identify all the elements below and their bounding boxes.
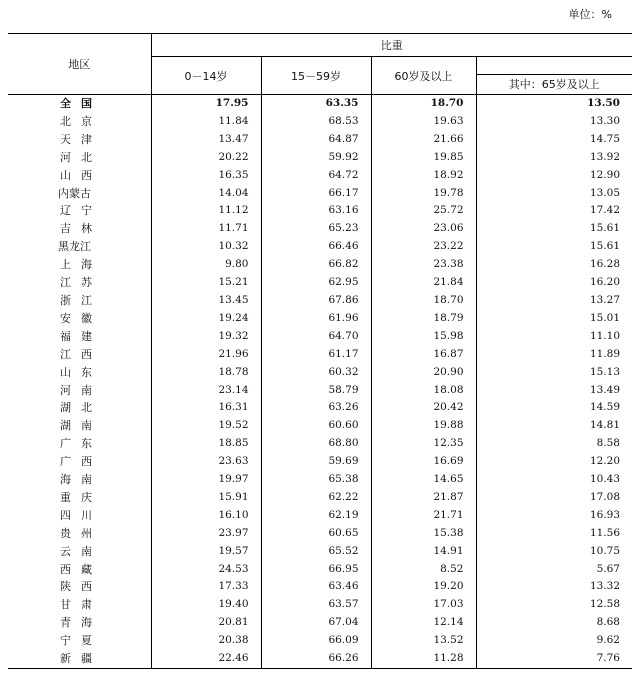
value-age-65-plus: 8.58 (476, 435, 632, 453)
value-age-15-59: 67.04 (261, 614, 371, 632)
value-age-65-plus: 15.13 (476, 364, 632, 382)
region-cell: 北京 (60, 114, 102, 128)
value-age-65-plus: 13.27 (476, 292, 632, 310)
value-age-0-14: 19.52 (151, 417, 261, 435)
value-age-60-plus: 14.65 (371, 471, 476, 489)
region-cell: 河南 (60, 383, 102, 397)
value-age-0-14: 16.31 (151, 399, 261, 417)
table-row (8, 238, 632, 256)
value-age-0-14: 18.78 (151, 364, 261, 382)
table-row (8, 614, 632, 632)
value-age-15-59: 62.19 (261, 507, 371, 525)
value-age-60-plus: 16.87 (371, 346, 476, 364)
value-age-65-plus: 14.59 (476, 399, 632, 417)
value-age-65-plus: 13.05 (476, 185, 632, 203)
value-age-15-59: 65.23 (261, 220, 371, 238)
table-row (8, 543, 632, 561)
value-age-15-59: 64.70 (261, 328, 371, 346)
value-age-65-plus: 15.01 (476, 310, 632, 328)
value-age-0-14: 23.63 (151, 453, 261, 471)
region-cell: 安徽 (60, 311, 102, 325)
value-age-15-59: 66.17 (261, 185, 371, 203)
value-age-0-14: 22.46 (151, 650, 261, 668)
value-age-15-59: 63.35 (261, 95, 371, 113)
value-age-65-plus: 13.49 (476, 382, 632, 400)
value-age-65-plus: 13.30 (476, 113, 632, 131)
table-row (8, 167, 632, 185)
value-age-65-plus: 11.89 (476, 346, 632, 364)
table-row (8, 417, 632, 435)
table-row-total (8, 95, 632, 113)
value-age-15-59: 63.26 (261, 399, 371, 417)
value-age-15-59: 58.79 (261, 382, 371, 400)
value-age-15-59: 66.09 (261, 632, 371, 650)
value-age-0-14: 21.96 (151, 346, 261, 364)
value-age-15-59: 59.92 (261, 149, 371, 167)
region-cell: 全国 (60, 97, 102, 110)
value-age-0-14: 20.38 (151, 632, 261, 650)
value-age-15-59: 68.53 (261, 113, 371, 131)
value-age-0-14: 11.12 (151, 202, 261, 220)
value-age-65-plus: 5.67 (476, 561, 632, 579)
region-cell: 云南 (60, 544, 102, 558)
value-age-60-plus: 18.70 (371, 292, 476, 310)
table-row (8, 113, 632, 131)
value-age-65-plus: 16.93 (476, 507, 632, 525)
region-cell: 上海 (60, 258, 102, 272)
value-age-65-plus: 15.61 (476, 238, 632, 256)
region-cell: 天津 (60, 132, 102, 146)
value-age-0-14: 19.40 (151, 596, 261, 614)
value-age-65-plus: 13.50 (476, 95, 632, 113)
region-cell: 青海 (60, 616, 102, 630)
table-header (8, 34, 632, 95)
region-cell: 宁夏 (60, 634, 102, 648)
table-row (8, 346, 632, 364)
table-row (8, 292, 632, 310)
value-age-60-plus: 19.78 (371, 185, 476, 203)
value-age-65-plus: 13.92 (476, 149, 632, 167)
table-row (8, 185, 632, 203)
value-age-0-14: 19.32 (151, 328, 261, 346)
value-age-60-plus: 17.03 (371, 596, 476, 614)
table-row (8, 471, 632, 489)
value-age-65-plus: 12.90 (476, 167, 632, 185)
value-age-0-14: 15.91 (151, 489, 261, 507)
value-age-65-plus: 14.75 (476, 131, 632, 149)
value-age-60-plus: 14.91 (371, 543, 476, 561)
region-cell: 甘肃 (60, 598, 102, 612)
region-cell: 重庆 (60, 490, 102, 504)
value-age-0-14: 13.47 (151, 131, 261, 149)
unit-label: 单位：% (568, 8, 612, 21)
value-age-0-14: 9.80 (151, 256, 261, 274)
region-cell: 陕西 (60, 580, 102, 594)
value-age-65-plus: 8.68 (476, 614, 632, 632)
value-age-65-plus: 7.76 (476, 650, 632, 668)
value-age-0-14: 19.24 (151, 310, 261, 328)
value-age-15-59: 62.22 (261, 489, 371, 507)
value-age-15-59: 66.46 (261, 238, 371, 256)
value-age-60-plus: 21.84 (371, 274, 476, 292)
table-row (8, 310, 632, 328)
region-cell: 贵州 (60, 526, 102, 540)
value-age-60-plus: 23.22 (371, 238, 476, 256)
table-row (8, 525, 632, 543)
region-cell: 内蒙古 (58, 186, 91, 200)
value-age-15-59: 62.95 (261, 274, 371, 292)
value-age-60-plus: 15.38 (371, 525, 476, 543)
value-age-15-59: 63.57 (261, 596, 371, 614)
value-age-15-59: 67.86 (261, 292, 371, 310)
value-age-15-59: 65.52 (261, 543, 371, 561)
value-age-60-plus: 12.35 (371, 435, 476, 453)
region-cell: 辽宁 (60, 204, 102, 218)
value-age-60-plus: 20.90 (371, 364, 476, 382)
region-cell: 广东 (60, 437, 102, 451)
value-age-0-14: 24.53 (151, 561, 261, 579)
value-age-60-plus: 19.88 (371, 417, 476, 435)
value-age-65-plus: 14.81 (476, 417, 632, 435)
value-age-15-59: 65.38 (261, 471, 371, 489)
value-age-15-59: 68.80 (261, 435, 371, 453)
value-age-65-plus: 13.32 (476, 578, 632, 596)
value-age-60-plus: 15.98 (371, 328, 476, 346)
value-age-0-14: 18.85 (151, 435, 261, 453)
value-age-65-plus: 10.43 (476, 471, 632, 489)
table-row (8, 256, 632, 274)
value-age-15-59: 66.26 (261, 650, 371, 668)
value-age-65-plus: 17.08 (476, 489, 632, 507)
table-row (8, 650, 632, 668)
value-age-60-plus: 13.52 (371, 632, 476, 650)
region-cell: 福建 (60, 329, 102, 343)
value-age-15-59: 66.95 (261, 561, 371, 579)
value-age-15-59: 63.16 (261, 202, 371, 220)
value-age-15-59: 60.32 (261, 364, 371, 382)
region-cell: 四川 (60, 508, 102, 522)
value-age-0-14: 20.22 (151, 149, 261, 167)
value-age-15-59: 63.46 (261, 578, 371, 596)
value-age-0-14: 10.32 (151, 238, 261, 256)
value-age-60-plus: 23.06 (371, 220, 476, 238)
table-row (8, 131, 632, 149)
value-age-15-59: 64.72 (261, 167, 371, 185)
value-age-0-14: 16.35 (151, 167, 261, 185)
region-cell: 湖南 (60, 419, 102, 433)
value-age-60-plus: 19.63 (371, 113, 476, 131)
table-row (8, 274, 632, 292)
table-row (8, 435, 632, 453)
value-age-65-plus: 10.75 (476, 543, 632, 561)
region-cell: 江苏 (60, 276, 102, 290)
value-age-0-14: 16.10 (151, 507, 261, 525)
table-row (8, 453, 632, 471)
value-age-15-59: 60.65 (261, 525, 371, 543)
region-cell: 吉林 (60, 222, 102, 236)
value-age-60-plus: 23.38 (371, 256, 476, 274)
value-age-15-59: 59.69 (261, 453, 371, 471)
header-age-65-plus: 其中：65岁及以上 (476, 74, 632, 94)
value-age-60-plus: 19.20 (371, 578, 476, 596)
value-age-65-plus: 11.10 (476, 328, 632, 346)
value-age-65-plus: 15.61 (476, 220, 632, 238)
region-cell: 新疆 (8, 650, 151, 668)
value-age-65-plus: 16.20 (476, 274, 632, 292)
value-age-65-plus: 16.28 (476, 256, 632, 274)
value-age-0-14: 15.21 (151, 274, 261, 292)
table-row (8, 328, 632, 346)
table-row (8, 632, 632, 650)
value-age-60-plus: 20.42 (371, 399, 476, 417)
table-row (8, 596, 632, 614)
table-row (8, 202, 632, 220)
value-age-0-14: 11.71 (151, 220, 261, 238)
region-cell: 湖北 (60, 401, 102, 415)
value-age-0-14: 14.04 (151, 185, 261, 203)
region-cell: 浙江 (60, 293, 102, 307)
value-age-65-plus: 9.62 (476, 632, 632, 650)
value-age-15-59: 64.87 (261, 131, 371, 149)
value-age-0-14: 13.45 (151, 292, 261, 310)
value-age-60-plus: 18.79 (371, 310, 476, 328)
table-body (8, 95, 632, 669)
value-age-65-plus: 12.20 (476, 453, 632, 471)
value-age-60-plus: 25.72 (371, 202, 476, 220)
header-ratio: 比重 (151, 34, 632, 57)
value-age-0-14: 20.81 (151, 614, 261, 632)
region-cell: 海南 (60, 473, 102, 487)
table-row (8, 149, 632, 167)
region-cell: 黑龙江 (58, 240, 91, 254)
value-age-60-plus: 21.71 (371, 507, 476, 525)
population-age-table (8, 33, 632, 669)
table-row (8, 220, 632, 238)
value-age-60-plus: 21.87 (371, 489, 476, 507)
table-row (8, 382, 632, 400)
region-cell: 广西 (60, 455, 102, 469)
table-row (8, 507, 632, 525)
value-age-15-59: 61.17 (261, 346, 371, 364)
table-row (8, 399, 632, 417)
value-age-15-59: 61.96 (261, 310, 371, 328)
value-age-60-plus: 8.52 (371, 561, 476, 579)
value-age-60-plus: 19.85 (371, 149, 476, 167)
value-age-60-plus: 18.70 (371, 95, 476, 113)
header-region: 地区 (8, 34, 151, 95)
value-age-60-plus: 11.28 (371, 650, 476, 668)
value-age-65-plus: 12.58 (476, 596, 632, 614)
table-row (8, 489, 632, 507)
value-age-65-plus: 17.42 (476, 202, 632, 220)
value-age-0-14: 19.57 (151, 543, 261, 561)
value-age-15-59: 66.82 (261, 256, 371, 274)
value-age-60-plus: 16.69 (371, 453, 476, 471)
value-age-60-plus: 12.14 (371, 614, 476, 632)
header-age-60-plus: 60岁及以上 (371, 57, 476, 95)
region-cell: 山东 (60, 365, 102, 379)
value-age-0-14: 17.33 (151, 578, 261, 596)
table-row (8, 578, 632, 596)
value-age-0-14: 19.97 (151, 471, 261, 489)
table-row (8, 561, 632, 579)
value-age-60-plus: 18.08 (371, 382, 476, 400)
region-cell: 山西 (60, 168, 102, 182)
value-age-0-14: 17.95 (151, 95, 261, 113)
value-age-0-14: 11.84 (151, 113, 261, 131)
region-cell: 河北 (60, 150, 102, 164)
region-cell: 江西 (60, 347, 102, 361)
header-age-15-59: 15－59岁 (261, 57, 371, 95)
value-age-65-plus: 11.56 (476, 525, 632, 543)
value-age-60-plus: 21.66 (371, 131, 476, 149)
value-age-15-59: 60.60 (261, 417, 371, 435)
value-age-60-plus: 18.92 (371, 167, 476, 185)
value-age-0-14: 23.14 (151, 382, 261, 400)
header-age-0-14: 0－14岁 (151, 57, 261, 95)
header-age-65-spacer (476, 57, 632, 75)
region-cell: 西藏 (60, 562, 102, 576)
value-age-0-14: 23.97 (151, 525, 261, 543)
table-row (8, 364, 632, 382)
